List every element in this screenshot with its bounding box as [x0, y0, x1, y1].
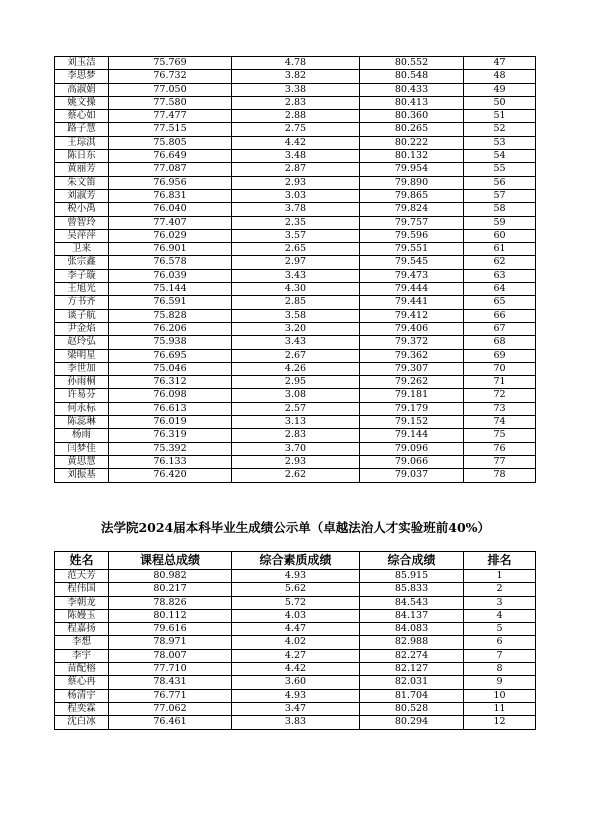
- table-row: [55, 123, 536, 136]
- cell-name: 黄丽芳: [55, 163, 109, 176]
- cell-course-score: 76.613: [109, 402, 232, 415]
- table-row: [55, 442, 536, 455]
- cell-quality-score: 2.57: [232, 402, 360, 415]
- cell-quality-score: 3.03: [232, 189, 360, 202]
- cell-rank: 3: [464, 596, 536, 609]
- table-row: [55, 716, 536, 729]
- cell-quality-score: 3.43: [232, 269, 360, 282]
- cell-total-score: 79.551: [360, 243, 464, 256]
- cell-rank: 50: [464, 96, 536, 109]
- cell-course-score: 75.392: [109, 442, 232, 455]
- cell-rank: 73: [464, 402, 536, 415]
- table-row: [55, 689, 536, 702]
- cell-total-score: 79.179: [360, 402, 464, 415]
- cell-quality-score: 3.48: [232, 150, 360, 163]
- cell-quality-score: 4.93: [232, 689, 360, 702]
- table-row: [55, 429, 536, 442]
- cell-total-score: 80.528: [360, 702, 464, 715]
- cell-total-score: 82.031: [360, 676, 464, 689]
- cell-total-score: 79.406: [360, 322, 464, 335]
- cell-course-score: 77.087: [109, 163, 232, 176]
- cell-total-score: 79.144: [360, 429, 464, 442]
- cell-name: 刘淑芳: [55, 189, 109, 202]
- cell-quality-score: 4.42: [232, 663, 360, 676]
- cell-rank: 52: [464, 123, 536, 136]
- cell-total-score: 82.988: [360, 636, 464, 649]
- table-row: [55, 362, 536, 375]
- cell-total-score: 80.265: [360, 123, 464, 136]
- table-row: [55, 70, 536, 83]
- cell-course-score: 76.098: [109, 389, 232, 402]
- cell-total-score: 80.222: [360, 136, 464, 149]
- cell-course-score: 76.956: [109, 176, 232, 189]
- table-row: [55, 176, 536, 189]
- header-total-score: 综合成绩: [360, 552, 464, 570]
- cell-rank: 67: [464, 322, 536, 335]
- cell-course-score: 76.420: [109, 469, 232, 482]
- cell-course-score: 79.616: [109, 623, 232, 636]
- cell-course-score: 78.826: [109, 596, 232, 609]
- cell-quality-score: 5.72: [232, 596, 360, 609]
- cell-name: 杨清宇: [55, 689, 109, 702]
- cell-total-score: 79.362: [360, 349, 464, 362]
- cell-name: 朱文笛: [55, 176, 109, 189]
- cell-quality-score: 2.35: [232, 216, 360, 229]
- cell-course-score: 77.710: [109, 663, 232, 676]
- cell-total-score: 80.433: [360, 83, 464, 96]
- header-name: 姓名: [55, 552, 109, 570]
- cell-rank: 78: [464, 469, 536, 482]
- cell-total-score: 79.181: [360, 389, 464, 402]
- cell-rank: 75: [464, 429, 536, 442]
- cell-total-score: 82.127: [360, 663, 464, 676]
- cell-rank: 56: [464, 176, 536, 189]
- cell-name: 姚文操: [55, 96, 109, 109]
- cell-total-score: 80.132: [360, 150, 464, 163]
- cell-course-score: 75.769: [109, 57, 232, 70]
- cell-quality-score: 3.70: [232, 442, 360, 455]
- cell-total-score: 80.413: [360, 96, 464, 109]
- cell-name: 刘玉洁: [55, 57, 109, 70]
- table-row: [55, 309, 536, 322]
- cell-quality-score: 2.87: [232, 163, 360, 176]
- cell-name: 黄思慧: [55, 455, 109, 468]
- cell-name: 梁明星: [55, 349, 109, 362]
- cell-rank: 77: [464, 455, 536, 468]
- cell-name: 程嘉扬: [55, 623, 109, 636]
- table-row: [55, 349, 536, 362]
- cell-name: 陈蕊琳: [55, 416, 109, 429]
- cell-name: 李宇: [55, 649, 109, 662]
- table-row: [55, 229, 536, 242]
- cell-name: 李想: [55, 636, 109, 649]
- cell-course-score: 76.831: [109, 189, 232, 202]
- cell-name: 刘振基: [55, 469, 109, 482]
- table-row: [55, 609, 536, 622]
- cell-course-score: 75.805: [109, 136, 232, 149]
- cell-quality-score: 2.65: [232, 243, 360, 256]
- table-row: [55, 57, 536, 70]
- cell-quality-score: 2.83: [232, 96, 360, 109]
- cell-rank: 65: [464, 296, 536, 309]
- table-row: [55, 150, 536, 163]
- cell-course-score: 75.828: [109, 309, 232, 322]
- cell-quality-score: 4.26: [232, 362, 360, 375]
- cell-name: 程伟国: [55, 583, 109, 596]
- cell-rank: 48: [464, 70, 536, 83]
- cell-name: 李世加: [55, 362, 109, 375]
- cell-quality-score: 3.78: [232, 203, 360, 216]
- table-row: [55, 702, 536, 715]
- header-quality-score: 综合素质成绩: [232, 552, 360, 570]
- cell-quality-score: 2.67: [232, 349, 360, 362]
- cell-course-score: 76.695: [109, 349, 232, 362]
- cell-course-score: 76.019: [109, 416, 232, 429]
- cell-quality-score: 3.20: [232, 322, 360, 335]
- cell-quality-score: 2.88: [232, 110, 360, 123]
- table-row: [55, 296, 536, 309]
- cell-name: 陈嫚玉: [55, 609, 109, 622]
- cell-quality-score: 4.02: [232, 636, 360, 649]
- cell-total-score: 79.757: [360, 216, 464, 229]
- cell-course-score: 76.901: [109, 243, 232, 256]
- cell-rank: 51: [464, 110, 536, 123]
- cell-total-score: 80.360: [360, 110, 464, 123]
- cell-rank: 60: [464, 229, 536, 242]
- cell-quality-score: 3.83: [232, 716, 360, 729]
- section-title: 法学院2024届本科毕业生成绩公示单（卓越法治人才实验班前40%）: [100, 520, 491, 535]
- table-row: [55, 322, 536, 335]
- cell-quality-score: 3.57: [232, 229, 360, 242]
- cell-name: 苗配榕: [55, 663, 109, 676]
- cell-name: 杨雨: [55, 429, 109, 442]
- cell-rank: 70: [464, 362, 536, 375]
- table-row: [55, 163, 536, 176]
- cell-total-score: 80.552: [360, 57, 464, 70]
- cell-name: 何永标: [55, 402, 109, 415]
- table-row: [55, 189, 536, 202]
- header-rank: 排名: [464, 552, 536, 570]
- header-course-score: 课程总成绩: [109, 552, 232, 570]
- table-row: [55, 216, 536, 229]
- table-row: [55, 110, 536, 123]
- cell-name: 蔡心冉: [55, 676, 109, 689]
- cell-name: 许易芬: [55, 389, 109, 402]
- table-row: [55, 416, 536, 429]
- cell-rank: 4: [464, 609, 536, 622]
- cell-name: 李子璇: [55, 269, 109, 282]
- table-row: [55, 243, 536, 256]
- cell-rank: 66: [464, 309, 536, 322]
- cell-quality-score: 2.62: [232, 469, 360, 482]
- cell-total-score: 79.372: [360, 336, 464, 349]
- cell-course-score: 80.112: [109, 609, 232, 622]
- cell-rank: 59: [464, 216, 536, 229]
- cell-rank: 64: [464, 283, 536, 296]
- cell-rank: 71: [464, 376, 536, 389]
- cell-quality-score: 3.58: [232, 309, 360, 322]
- table-row: [55, 663, 536, 676]
- cell-name: 王旭光: [55, 283, 109, 296]
- cell-rank: 7: [464, 649, 536, 662]
- grades-table-body: [55, 570, 536, 730]
- cell-name: 陈日东: [55, 150, 109, 163]
- cell-name: 高淑娟: [55, 83, 109, 96]
- cell-rank: 49: [464, 83, 536, 96]
- table-row: [55, 203, 536, 216]
- cell-total-score: 79.444: [360, 283, 464, 296]
- table-row: [55, 376, 536, 389]
- table-row: [55, 583, 536, 596]
- table-row: [55, 389, 536, 402]
- cell-total-score: 79.096: [360, 442, 464, 455]
- cell-quality-score: 4.47: [232, 623, 360, 636]
- cell-course-score: 78.971: [109, 636, 232, 649]
- cell-rank: 2: [464, 583, 536, 596]
- cell-total-score: 79.037: [360, 469, 464, 482]
- table-row: [55, 649, 536, 662]
- cell-rank: 6: [464, 636, 536, 649]
- cell-total-score: 79.890: [360, 176, 464, 189]
- table-row: [55, 596, 536, 609]
- cell-course-score: 76.649: [109, 150, 232, 163]
- cell-quality-score: 2.83: [232, 429, 360, 442]
- table-row: [55, 256, 536, 269]
- cell-total-score: 79.307: [360, 362, 464, 375]
- cell-name: 王琮淇: [55, 136, 109, 149]
- table-header-row: [55, 552, 536, 570]
- cell-quality-score: 2.85: [232, 296, 360, 309]
- table-row: [55, 136, 536, 149]
- cell-rank: 76: [464, 442, 536, 455]
- cell-rank: 62: [464, 256, 536, 269]
- cell-course-score: 77.062: [109, 702, 232, 715]
- cell-rank: 69: [464, 349, 536, 362]
- cell-total-score: 85.833: [360, 583, 464, 596]
- cell-quality-score: 3.82: [232, 70, 360, 83]
- cell-total-score: 79.066: [360, 455, 464, 468]
- cell-course-score: 76.040: [109, 203, 232, 216]
- cell-rank: 5: [464, 623, 536, 636]
- cell-name: 沈白冰: [55, 716, 109, 729]
- table-row: [55, 676, 536, 689]
- elite-class-grades-table: [54, 551, 536, 730]
- cell-rank: 10: [464, 689, 536, 702]
- cell-quality-score: 3.47: [232, 702, 360, 715]
- cell-total-score: 79.954: [360, 163, 464, 176]
- cell-course-score: 80.217: [109, 583, 232, 596]
- cell-course-score: 76.133: [109, 455, 232, 468]
- cell-name: 李朝龙: [55, 596, 109, 609]
- cell-course-score: 77.407: [109, 216, 232, 229]
- cell-total-score: 79.545: [360, 256, 464, 269]
- table-row: [55, 469, 536, 482]
- cell-total-score: 79.596: [360, 229, 464, 242]
- cell-rank: 74: [464, 416, 536, 429]
- cell-name: 税小禹: [55, 203, 109, 216]
- cell-rank: 55: [464, 163, 536, 176]
- cell-rank: 57: [464, 189, 536, 202]
- cell-course-score: 76.578: [109, 256, 232, 269]
- cell-name: 蔡心如: [55, 110, 109, 123]
- grades-table-body: [55, 57, 536, 483]
- cell-course-score: 77.580: [109, 96, 232, 109]
- cell-quality-score: 2.97: [232, 256, 360, 269]
- cell-name: 闫梦佳: [55, 442, 109, 455]
- cell-name: 赵玲弘: [55, 336, 109, 349]
- cell-name: 程奕霖: [55, 702, 109, 715]
- cell-rank: 58: [464, 203, 536, 216]
- cell-rank: 1: [464, 570, 536, 583]
- cell-name: 孙雨桐: [55, 376, 109, 389]
- cell-quality-score: 4.27: [232, 649, 360, 662]
- cell-course-score: 77.515: [109, 123, 232, 136]
- cell-quality-score: 4.03: [232, 609, 360, 622]
- cell-rank: 47: [464, 57, 536, 70]
- cell-total-score: 84.543: [360, 596, 464, 609]
- cell-name: 尹金焰: [55, 322, 109, 335]
- cell-course-score: 76.206: [109, 322, 232, 335]
- cell-total-score: 79.473: [360, 269, 464, 282]
- cell-rank: 61: [464, 243, 536, 256]
- cell-quality-score: 3.13: [232, 416, 360, 429]
- cell-course-score: 76.732: [109, 70, 232, 83]
- cell-course-score: 77.050: [109, 83, 232, 96]
- cell-rank: 53: [464, 136, 536, 149]
- cell-course-score: 76.591: [109, 296, 232, 309]
- cell-total-score: 79.152: [360, 416, 464, 429]
- cell-course-score: 80.982: [109, 570, 232, 583]
- cell-rank: 11: [464, 702, 536, 715]
- cell-course-score: 75.144: [109, 283, 232, 296]
- cell-total-score: 85.915: [360, 570, 464, 583]
- table-row: [55, 623, 536, 636]
- cell-course-score: 76.039: [109, 269, 232, 282]
- cell-course-score: 78.431: [109, 676, 232, 689]
- cell-total-score: 84.083: [360, 623, 464, 636]
- cell-quality-score: 4.93: [232, 570, 360, 583]
- cell-course-score: 76.312: [109, 376, 232, 389]
- cell-quality-score: 3.60: [232, 676, 360, 689]
- table-row: [55, 269, 536, 282]
- cell-quality-score: 2.93: [232, 176, 360, 189]
- cell-rank: 72: [464, 389, 536, 402]
- cell-quality-score: 2.75: [232, 123, 360, 136]
- cell-total-score: 82.274: [360, 649, 464, 662]
- cell-total-score: 80.294: [360, 716, 464, 729]
- cell-name: 范天芳: [55, 570, 109, 583]
- cell-name: 路子慧: [55, 123, 109, 136]
- cell-quality-score: 4.42: [232, 136, 360, 149]
- table-row: [55, 283, 536, 296]
- cell-quality-score: 3.38: [232, 83, 360, 96]
- cell-total-score: 79.262: [360, 376, 464, 389]
- cell-course-score: 76.771: [109, 689, 232, 702]
- cell-rank: 63: [464, 269, 536, 282]
- table-row: [55, 336, 536, 349]
- cell-course-score: 76.029: [109, 229, 232, 242]
- cell-name: 吴萍萍: [55, 229, 109, 242]
- cell-quality-score: 2.95: [232, 376, 360, 389]
- cell-name: 张宗鑫: [55, 256, 109, 269]
- cell-course-score: 77.477: [109, 110, 232, 123]
- cell-course-score: 75.046: [109, 362, 232, 375]
- cell-course-score: 78.007: [109, 649, 232, 662]
- cell-total-score: 84.137: [360, 609, 464, 622]
- table-row: [55, 636, 536, 649]
- cell-name: 曾智玲: [55, 216, 109, 229]
- cell-quality-score: 5.62: [232, 583, 360, 596]
- cell-total-score: 79.824: [360, 203, 464, 216]
- cell-total-score: 79.865: [360, 189, 464, 202]
- cell-quality-score: 4.78: [232, 57, 360, 70]
- table-row: [55, 83, 536, 96]
- cell-quality-score: 3.08: [232, 389, 360, 402]
- cell-course-score: 76.319: [109, 429, 232, 442]
- cell-total-score: 81.704: [360, 689, 464, 702]
- grades-table-continued: [54, 56, 536, 483]
- cell-total-score: 79.441: [360, 296, 464, 309]
- cell-quality-score: 3.43: [232, 336, 360, 349]
- cell-total-score: 80.548: [360, 70, 464, 83]
- cell-rank: 54: [464, 150, 536, 163]
- table-row: [55, 402, 536, 415]
- cell-name: 谈子航: [55, 309, 109, 322]
- cell-rank: 8: [464, 663, 536, 676]
- cell-course-score: 76.461: [109, 716, 232, 729]
- cell-name: 李思梦: [55, 70, 109, 83]
- table-row: [55, 96, 536, 109]
- cell-name: 方书齐: [55, 296, 109, 309]
- cell-rank: 9: [464, 676, 536, 689]
- cell-rank: 12: [464, 716, 536, 729]
- cell-course-score: 75.938: [109, 336, 232, 349]
- cell-quality-score: 4.30: [232, 283, 360, 296]
- table-row: [55, 570, 536, 583]
- cell-name: 卫来: [55, 243, 109, 256]
- table-row: [55, 455, 536, 468]
- cell-rank: 68: [464, 336, 536, 349]
- cell-total-score: 79.412: [360, 309, 464, 322]
- cell-quality-score: 2.93: [232, 455, 360, 468]
